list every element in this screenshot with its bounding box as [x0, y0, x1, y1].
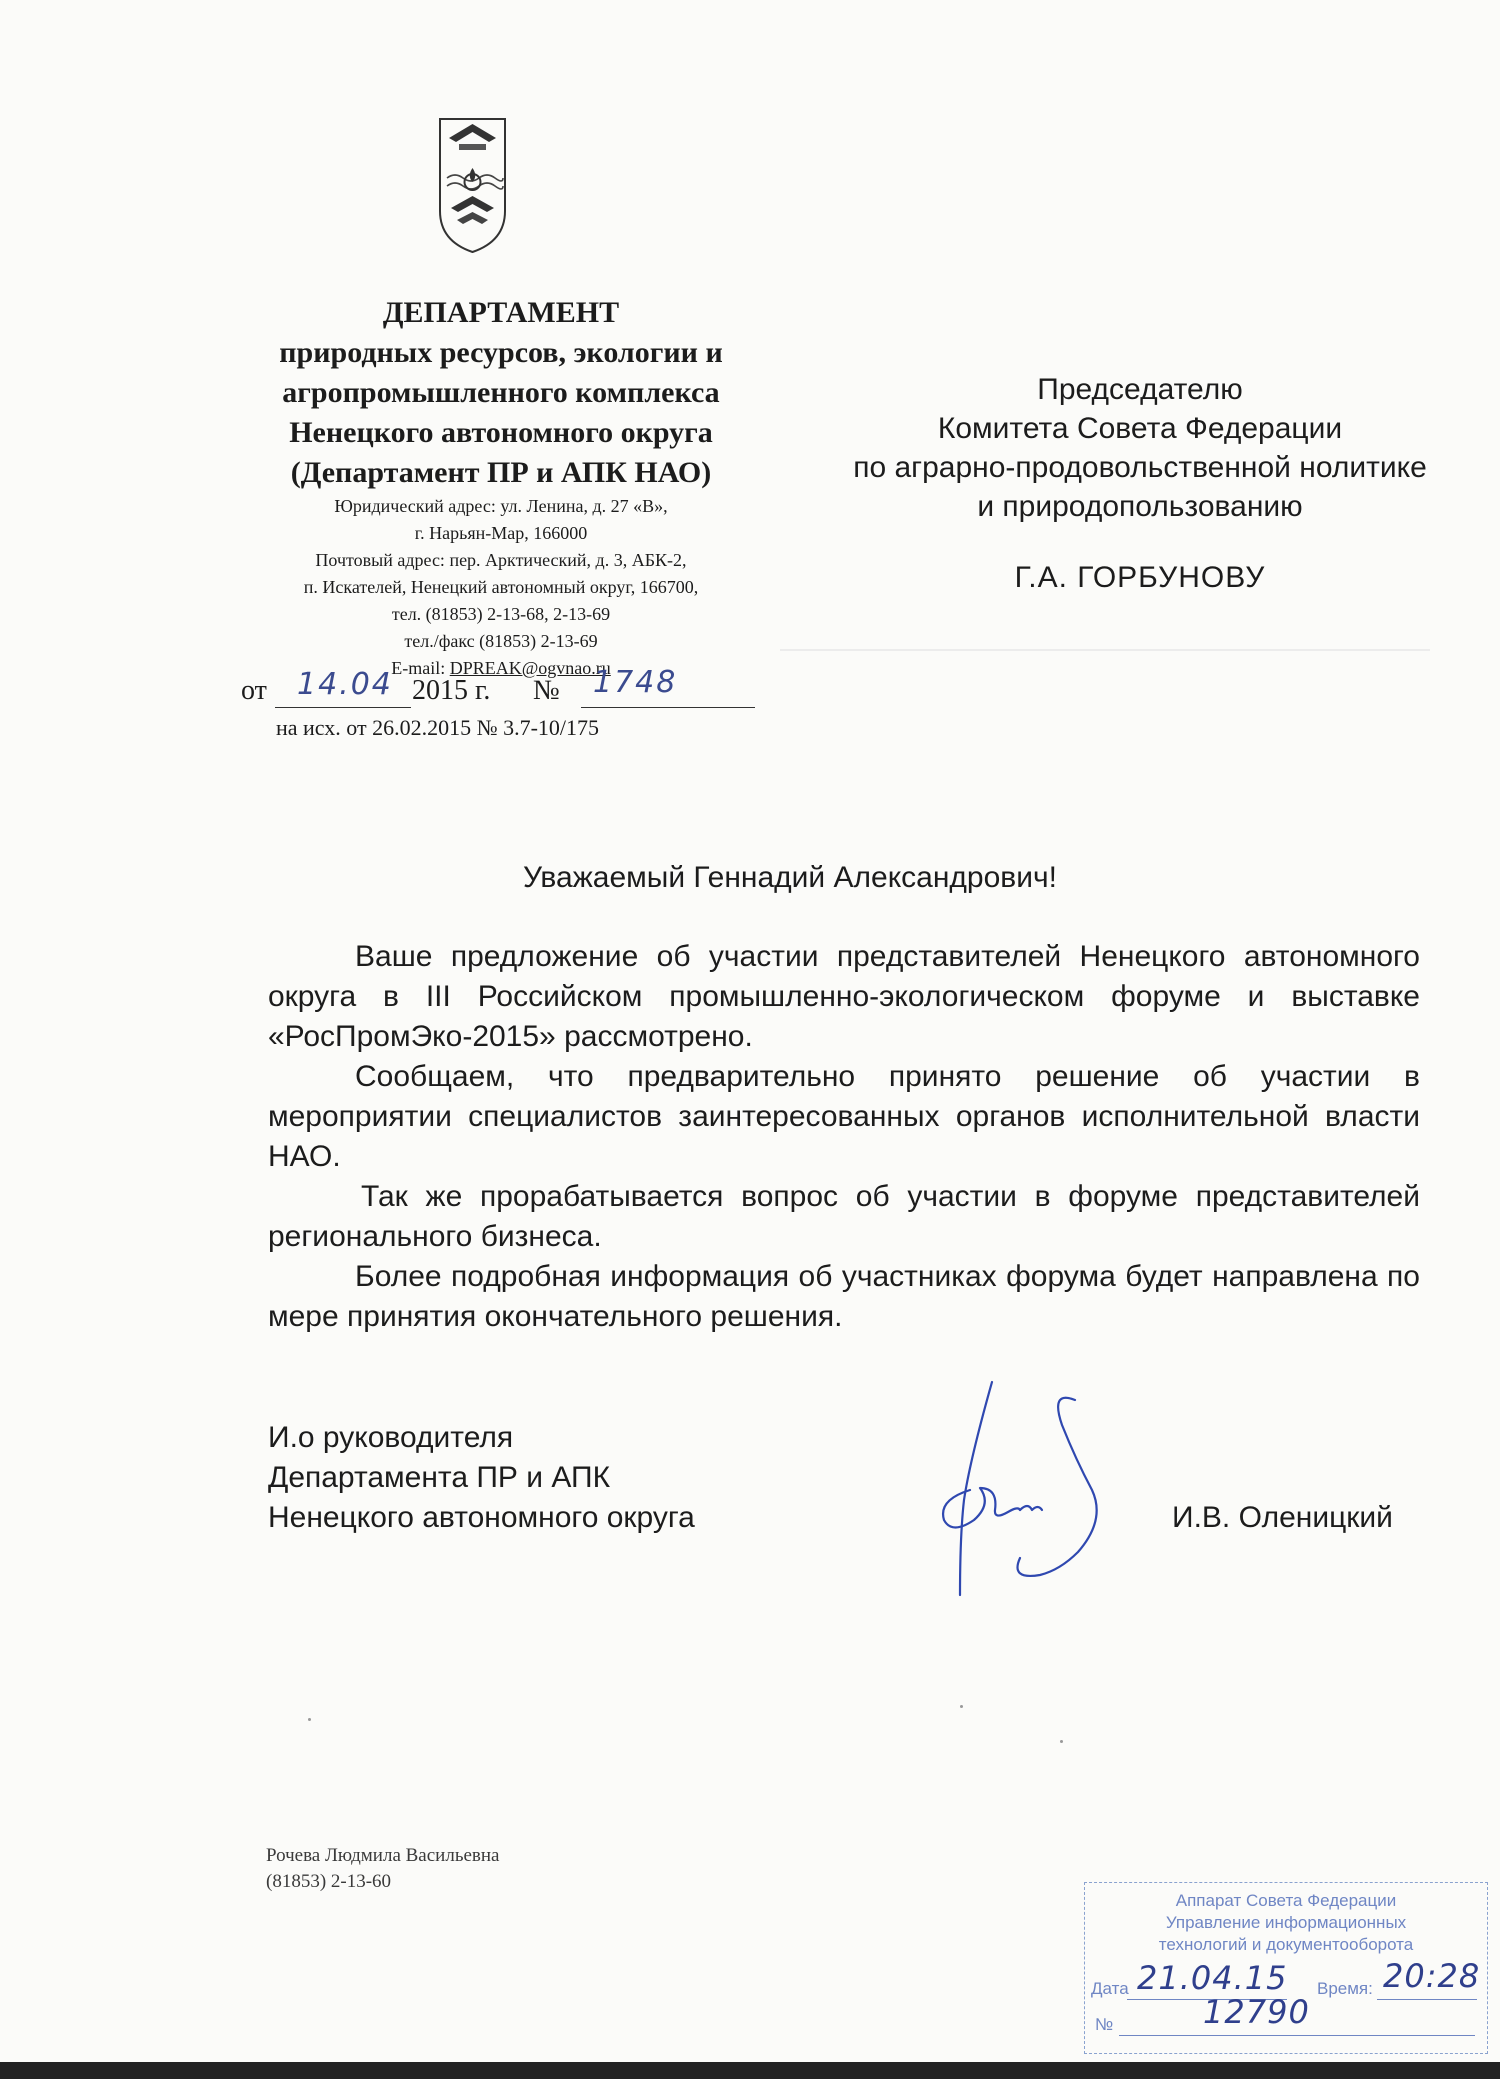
stamp-time-label: Время:: [1317, 1979, 1373, 1998]
sender-block: [210, 293, 792, 682]
body-paragraph-1: Ваше предложение об участии представителей Ненецкого автономного округа в III Российском промышленно-экологическом форуме и выставке «РосПромЭко-2015» рассмотрено.: [268, 940, 1420, 1053]
sender-phone: тел. (81853) 2-13-68, 2-13-69: [391, 604, 611, 624]
stamp-number-label: №: [1095, 2015, 1114, 2034]
signatory-title-line1: И.о руководителя: [268, 1421, 514, 1454]
registration-number-handwritten: 1748: [593, 665, 678, 700]
addressee-block: [780, 370, 1500, 597]
legal-address-1: Юридический адрес: ул. Ленина, д. 27 «В»,: [334, 496, 668, 516]
executor-name: Рочева Людмила Васильевна: [266, 1845, 500, 1866]
scan-speck: [308, 1718, 311, 1721]
greeting: Уважаемый Геннадий Александрович!: [523, 861, 1057, 894]
stamp-line2: Управление информационных: [1165, 1913, 1407, 1932]
body-paragraph-3: Так же прорабатывается вопрос об участии в форуме представителей регионального бизнеса.: [268, 1180, 1420, 1253]
sender-title-line5: (Департамент ПР и АПК НАО): [290, 456, 712, 489]
email-label: E-mail:: [391, 658, 450, 678]
addressee-line3: по аграрно-продовольственной нолитике: [853, 451, 1427, 484]
body-paragraph-2: Сообщаем, что предварительно принято решение об участии в мероприятии специалистов заинтересованных органов исполнительной власти НАО.: [268, 1060, 1420, 1173]
sender-title-line2: природных ресурсов, экологии и: [279, 336, 723, 369]
stamp-date-handwritten: 21.04.15: [1137, 1959, 1288, 1997]
registration-from-label: от: [241, 675, 267, 706]
stamp-line3: технологий и документооборота: [1158, 1935, 1414, 1954]
sender-title-line3: агропромышленного комплекса: [282, 376, 720, 409]
scan-speck: [960, 1705, 963, 1708]
stamp-number-underline: [1119, 2035, 1475, 2036]
stamp-date-label: Дата: [1091, 1979, 1129, 1998]
stamp-line1: Аппарат Совета Федерации: [1175, 1891, 1397, 1910]
email-link[interactable]: DPREAK@ogvnao.ru: [449, 658, 611, 678]
scan-artifact-line: [780, 649, 1430, 651]
addressee-line4: и природопользованию: [977, 490, 1303, 523]
legal-address-2: г. Нарьян-Мар, 166000: [414, 523, 588, 543]
stamp-time-handwritten: 20:28: [1383, 1957, 1481, 1995]
signatory-name: И.В. Оленицкий: [1172, 1501, 1393, 1534]
signatory-title-line3: Ненецкого автономного округа: [268, 1501, 695, 1534]
addressee-line2: Комитета Совета Федерации: [937, 412, 1343, 445]
registration-number-sign: №: [533, 675, 560, 706]
addressee-line1: Председателю: [1037, 373, 1243, 406]
postal-address-1: Почтовый адрес: пер. Арктический, д. 3, АБК-2,: [315, 550, 687, 570]
addressee-name: Г.А. ГОРБУНОВУ: [1014, 561, 1266, 594]
incoming-registration-stamp: [1084, 1882, 1488, 2054]
registration-year: 2015 г.: [412, 675, 491, 706]
signatory-title: [268, 1418, 695, 1538]
handwritten-signature: [900, 1370, 1120, 1610]
coat-of-arms-emblem: [437, 116, 508, 255]
postal-address-2: п. Искателей, Ненецкий автономный округ, 166700,: [303, 577, 699, 597]
number-underline: [581, 707, 755, 708]
body-paragraph-4: Более подробная информация об участниках форума будет направлена по мере принятия окончательного решения.: [268, 1260, 1420, 1333]
stamp-time-underline: [1377, 1999, 1477, 2000]
executor-phone: (81853) 2-13-60: [266, 1871, 392, 1892]
registration-date-handwritten: 14.04: [297, 667, 393, 702]
executor-block: [266, 1843, 500, 1895]
sender-title-line4: Ненецкого автономного округа: [289, 416, 713, 449]
date-underline: [275, 707, 411, 708]
signatory-title-line2: Департамента ПР и АПК: [268, 1461, 611, 1494]
scan-bottom-edge: [0, 2062, 1500, 2079]
sender-title: ДЕПАРТАМЕНТ: [382, 296, 620, 329]
registration-reference: на исх. от 26.02.2015 № 3.7-10/175: [276, 715, 600, 740]
scan-speck: [1060, 1740, 1063, 1743]
sender-fax: тел./факс (81853) 2-13-69: [404, 631, 598, 651]
letter-body: [268, 937, 1420, 1337]
stamp-number-handwritten: 12790: [1203, 1993, 1310, 2031]
